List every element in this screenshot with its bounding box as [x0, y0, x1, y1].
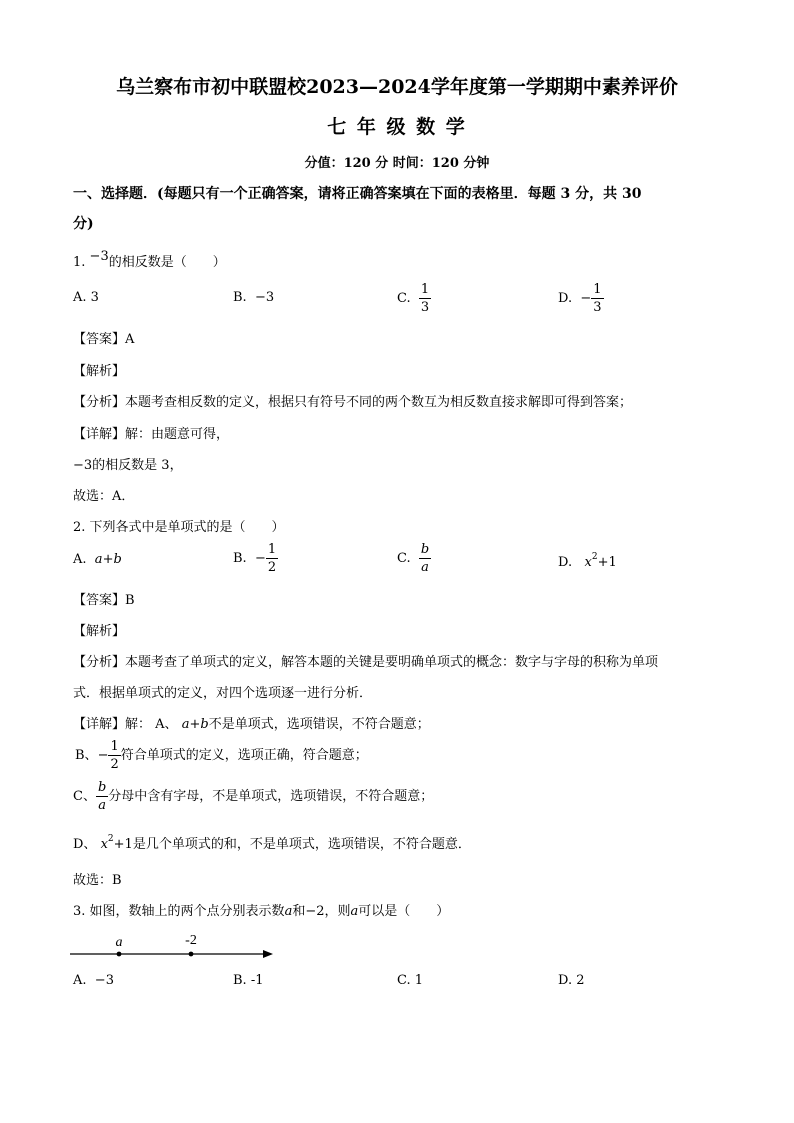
question-text: 如图，数轴上的两个点分别表示数	[89, 904, 285, 919]
q2-analysis-line1	[73, 651, 658, 670]
denominator: 3	[593, 300, 602, 315]
point-a	[117, 952, 122, 957]
expression-rest: +1	[113, 837, 133, 852]
option-value: −3	[94, 973, 114, 988]
q1-option-d	[558, 283, 604, 314]
q3-option-d: D. 2	[558, 973, 585, 988]
number-line-arrow	[263, 950, 273, 958]
numerator: 1	[593, 282, 602, 297]
q1-answer: 【答案】A	[73, 332, 135, 347]
question-number: 3.	[73, 904, 86, 919]
tag: 【详解】	[73, 427, 126, 442]
label-a: a	[115, 935, 123, 950]
tag: 【详解】	[73, 717, 126, 732]
q1-option-b	[233, 290, 274, 305]
tag: 【分析】	[73, 395, 126, 410]
option-label: A.	[73, 973, 87, 988]
q1-option-a: A. 3	[73, 290, 99, 305]
minus-sign: −	[580, 291, 592, 306]
q2-option-d	[558, 552, 617, 570]
q3-option-a	[73, 973, 114, 988]
option-value: −3	[254, 290, 275, 305]
question-text: 可以是（ ）	[358, 904, 450, 919]
plus-sign: +	[189, 717, 201, 732]
section-heading-line1: 一、选择题．(每题只有一个正确答案，请将正确答案填在下面的表格里．每题 3 分，共 30	[73, 186, 642, 202]
question-3-stem	[73, 900, 449, 919]
q2-analysis-line2: 式．根据单项式的定义，对四个选项逐一进行分析．	[73, 686, 373, 701]
detail-text: C、	[73, 789, 96, 804]
q3-option-c: C. 1	[397, 973, 424, 988]
option-label: A.	[73, 552, 87, 567]
q2-option-c	[397, 543, 431, 574]
q1-detail	[73, 423, 229, 442]
subject-title: 七 年 级 数 学	[327, 116, 467, 138]
variable: a	[181, 717, 190, 732]
exam-title: 乌兰察布市初中联盟校2023—2024学年度第一学期期中素养评价	[116, 76, 678, 98]
numerator: 1	[420, 282, 430, 297]
label-minus-2: -2	[185, 933, 197, 948]
q1-analysis	[73, 391, 632, 410]
q2-option-a	[73, 552, 122, 567]
fraction	[591, 283, 603, 314]
q1-conclusion: 故选：A．	[73, 489, 135, 504]
variable: b	[113, 552, 122, 567]
option-label: B.	[233, 551, 247, 566]
q2-detail-d	[73, 833, 471, 852]
detail-text: D、	[73, 837, 97, 852]
section-heading-line2: 分)	[73, 216, 94, 232]
analysis-text: 本题考查了单项式的定义，解答本题的关键是要明确单项式的概念：数字与字母的积称为单项	[125, 655, 659, 670]
question-text: 下列各式中是单项式的是（ ）	[89, 520, 285, 535]
option-label: C.	[397, 291, 411, 306]
option-label: D.	[558, 555, 573, 570]
option-label: B.	[233, 290, 247, 305]
number-line-figure	[70, 928, 280, 964]
detail-text: 解：由题意可得，	[125, 427, 230, 442]
q1-analysis-heading: 【解析】	[73, 364, 126, 379]
fraction	[96, 781, 108, 812]
question-number: 2.	[73, 520, 86, 535]
variable: b	[200, 717, 209, 732]
tag: 【分析】	[73, 655, 126, 670]
q3-option-b: B. -1	[233, 973, 264, 988]
fraction	[108, 740, 120, 771]
numerator: b	[420, 542, 430, 557]
detail-text: 分母中含有字母，不是单项式，选项错误，不符合题意；	[108, 789, 434, 804]
numerator: b	[97, 780, 107, 795]
q2-analysis-heading: 【解析】	[73, 624, 126, 639]
exponent: 2	[591, 552, 598, 562]
point-minus-2	[189, 952, 194, 957]
question-text: 和−2，则	[292, 904, 351, 919]
question-number: 1.	[73, 255, 86, 270]
fraction	[266, 543, 278, 574]
numerator: 1	[267, 542, 277, 557]
denominator: a	[96, 796, 108, 812]
option-label: D.	[558, 291, 573, 306]
plus-sign: +	[102, 552, 114, 567]
numerator: 1	[110, 739, 119, 754]
detail-text: B、	[75, 748, 98, 763]
math-expression: −3	[89, 249, 109, 264]
q2-detail-b	[75, 740, 368, 771]
q2-detail-a	[73, 713, 430, 732]
analysis-text: 本题考查相反数的定义，根据只有符号不同的两个数互为相反数直接求解即可得到答案；	[125, 395, 633, 410]
detail-text: 符合单项式的定义，选项正确，符合题意；	[120, 748, 368, 763]
variable: a	[350, 904, 359, 919]
minus-sign: −	[97, 748, 109, 763]
q2-answer: 【答案】B	[73, 593, 135, 608]
fraction	[419, 283, 431, 314]
minus-sign: −	[254, 551, 266, 566]
q1-option-c	[397, 283, 431, 314]
denominator: a	[419, 558, 431, 574]
expression-rest: +1	[597, 555, 617, 570]
q2-option-b	[233, 543, 278, 574]
detail-text: 不是单项式，选项错误，不符合题意；	[208, 717, 430, 732]
score-time-info: 分值：120 分 时间：120 分钟	[304, 156, 490, 171]
exponent: 2	[107, 834, 114, 844]
variable: x	[100, 837, 108, 852]
question-text: 的相反数是（ ）	[108, 255, 226, 270]
question-2-stem	[73, 516, 285, 535]
denominator: 3	[420, 300, 430, 315]
variable: a	[94, 552, 103, 567]
q2-detail-c	[73, 781, 433, 812]
denominator: 2	[110, 757, 119, 772]
denominator: 2	[267, 560, 277, 575]
detail-text: 解： A、	[125, 717, 178, 732]
detail-text: 是几个单项式的和，不是单项式，选项错误，不符合题意．	[132, 837, 471, 852]
option-label: C.	[397, 551, 411, 566]
question-1-stem	[73, 251, 226, 270]
fraction	[419, 543, 431, 574]
q1-detail-line: −3的相反数是 3，	[73, 458, 183, 473]
q2-conclusion: 故选：B	[73, 873, 122, 888]
variable: a	[284, 904, 293, 919]
variable: x	[584, 555, 592, 570]
